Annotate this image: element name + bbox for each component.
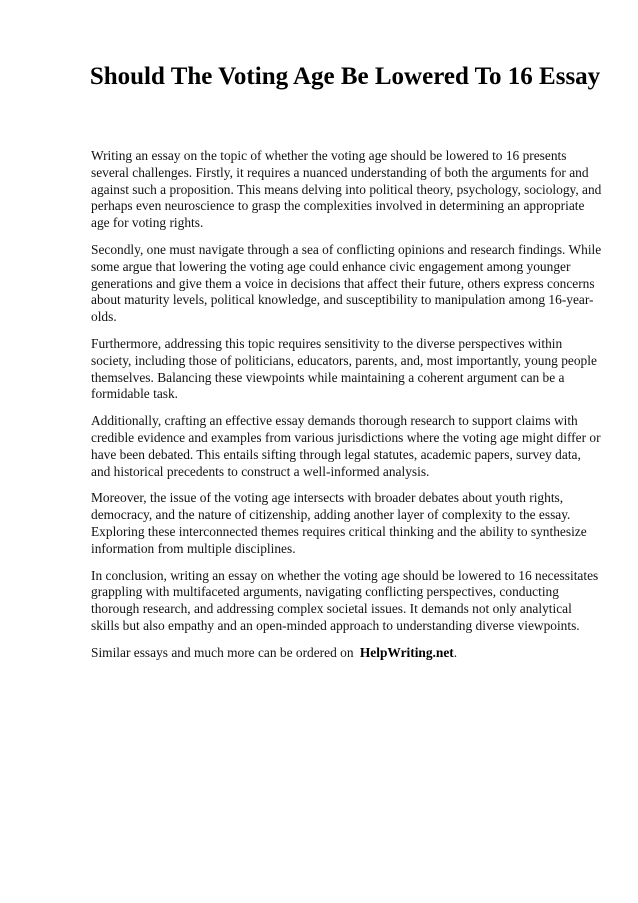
footer-line	[91, 645, 603, 662]
paragraph-2: Secondly, one must navigate through a sea of conflicting opinions and research findings. While some argue that lowering the voting age could enhance civic engagement among younger generations and give them a voice in decisions that affect their future, others express concerns about maturity levels, political knowledge, and susceptibility to manipulation among 16-year-olds.	[91, 241, 602, 325]
footer-trailing: .	[453, 644, 458, 660]
paragraph-1: Writing an essay on the topic of whether the voting age should be lowered to 16 presents several challenges. Firstly, it requires a nuanced understanding of both the arguments for and against such a proposition. This means delving into political theory, psychology, sociology, and perhaps even neuroscience to grasp the complexities involved in determining an appropriate age for voting rights.	[91, 148, 602, 231]
paragraph-3: Furthermore, addressing this topic requires sensitivity to the diverse perspectives within society, including those of politicians, educators, parents, and, most importantly, young people themselves. Balancing these viewpoints while maintaining a coherent argument can be a formidable task.	[91, 335, 597, 402]
helpwriting-link[interactable]: HelpWriting.net	[359, 644, 454, 660]
paragraph-6: In conclusion, writing an essay on whether the voting age should be lowered to 16 necessitates grappling with multifaceted arguments, navigating conflicting perspectives, conducting thorough research, and addressing complex societal issues. It demands not only analytical skills but also empathy and an open-minded approach to understanding diverse viewpoints.	[91, 567, 599, 633]
paragraph-5: Moreover, the issue of the voting age intersects with broader debates about youth rights, democracy, and the nature of citizenship, adding another layer of complexity to the essay. Exploring these interconnected themes requires critical thinking and the ability to synthesize information from multiple disciplines.	[91, 490, 587, 556]
footer-text: Similar essays and much more can be ordered on	[91, 644, 354, 660]
document-body	[91, 148, 603, 662]
paragraph-4: Additionally, crafting an effective essay demands thorough research to support claims with credible evidence and examples from various jurisdictions where the voting age might differ or have been debated. This entails sifting through legal statutes, academic papers, survey data, and historical precedents to construct a well-informed analysis.	[91, 413, 601, 479]
document-title: Should The Voting Age Be Lowered To 16 Essay	[89, 63, 601, 90]
